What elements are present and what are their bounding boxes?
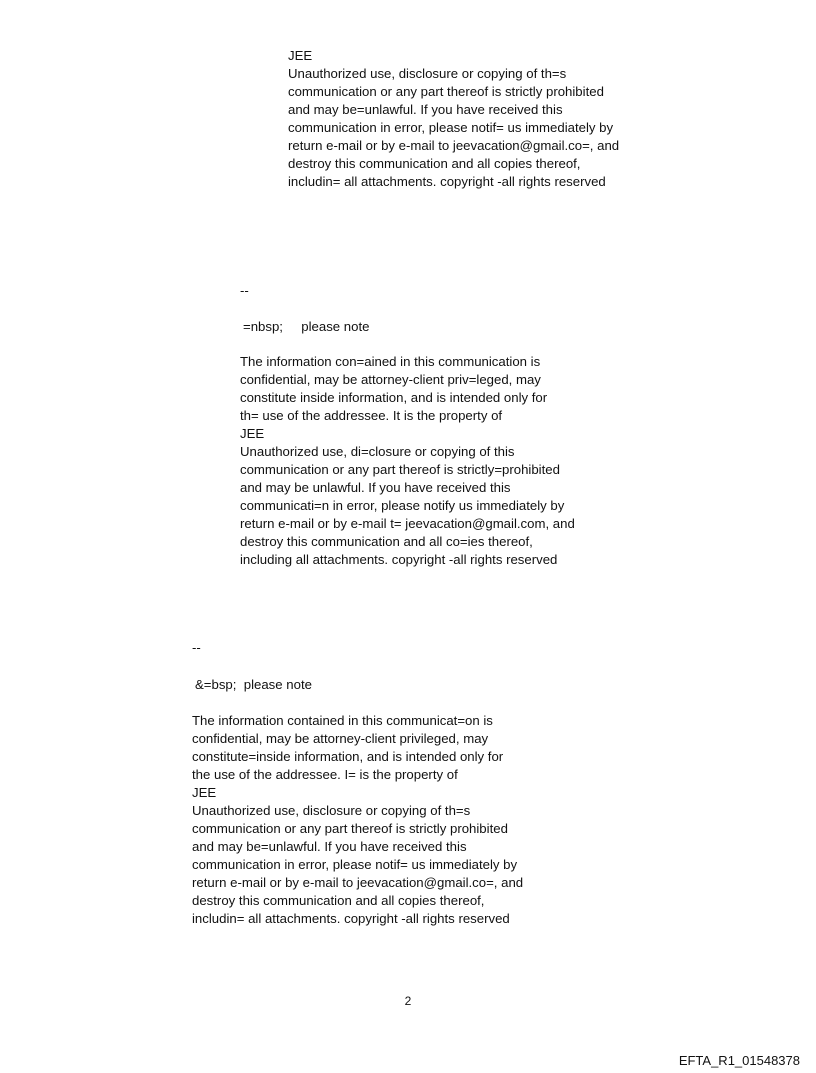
text-line: th= use of the addressee. It is the property of: [240, 408, 503, 423]
text-line: JEE: [288, 48, 313, 63]
text-line: confidential, may be attorney-client priv=leged, may: [240, 372, 541, 387]
text-line: communication or any part thereof is strictly prohibited: [192, 821, 508, 836]
text-line: confidential, may be attorney-client privileged, may: [192, 731, 489, 746]
text-line: communicati=n in error, please notify us immediately by: [240, 498, 565, 513]
text-line: destroy this communication and all co=ies thereof,: [240, 534, 533, 549]
text-line: and may be unlawful. If you have received this: [240, 480, 511, 495]
email-quote-block-level-1: [192, 712, 523, 928]
text-line: return e-mail or by e-mail t= jeevacation@gmail.com, and: [240, 516, 575, 531]
page-number: 2: [404, 994, 412, 1008]
text-line: constitute=inside information, and is intended only for: [192, 749, 504, 764]
text-line: Unauthorized use, di=closure or copying of this: [240, 444, 515, 459]
text-line: JEE: [192, 785, 217, 800]
please-note-heading: =nbsp; please note: [243, 319, 370, 334]
text-line: includin= all attachments. copyright -all rights reserved: [192, 911, 510, 926]
text-line: communication or any part thereof is strictly prohibited: [288, 84, 604, 99]
email-quote-block-level-2: [240, 353, 575, 569]
text-line: the use of the addressee. I= is the property of: [192, 767, 458, 782]
text-line: destroy this communication and all copies thereof,: [288, 156, 581, 171]
text-line: includin= all attachments. copyright -all rights reserved: [288, 174, 606, 189]
text-line: return e-mail or by e-mail to jeevacation@gmail.co=, and: [288, 138, 620, 153]
text-line: Unauthorized use, disclosure or copying of th=s: [192, 803, 471, 818]
signature-separator: --: [240, 283, 249, 298]
text-line: communication or any part thereof is strictly=prohibited: [240, 462, 560, 477]
text-line: and may be=unlawful. If you have received this: [192, 839, 467, 854]
text-line: return e-mail or by e-mail to jeevacation@gmail.co=, and: [192, 875, 524, 890]
text-line: and may be=unlawful. If you have received this: [288, 102, 563, 117]
text-line: The information con=ained in this communication is: [240, 354, 541, 369]
text-line: Unauthorized use, disclosure or copying of th=s: [288, 66, 567, 81]
signature-separator: --: [192, 640, 201, 655]
email-quote-block-level-3: [288, 47, 619, 191]
please-note-heading: &=bsp; please note: [195, 677, 312, 692]
text-line: JEE: [240, 426, 265, 441]
text-line: communication in error, please notif= us immediately by: [288, 120, 614, 135]
text-line: constitute inside information, and is intended only for: [240, 390, 548, 405]
text-line: including all attachments. copyright -all rights reserved: [240, 552, 558, 567]
document-id-stamp: EFTA_R1_01548378: [678, 1053, 800, 1068]
text-line: communication in error, please notif= us immediately by: [192, 857, 518, 872]
text-line: The information contained in this communicat=on is: [192, 713, 493, 728]
text-line: destroy this communication and all copies thereof,: [192, 893, 485, 908]
